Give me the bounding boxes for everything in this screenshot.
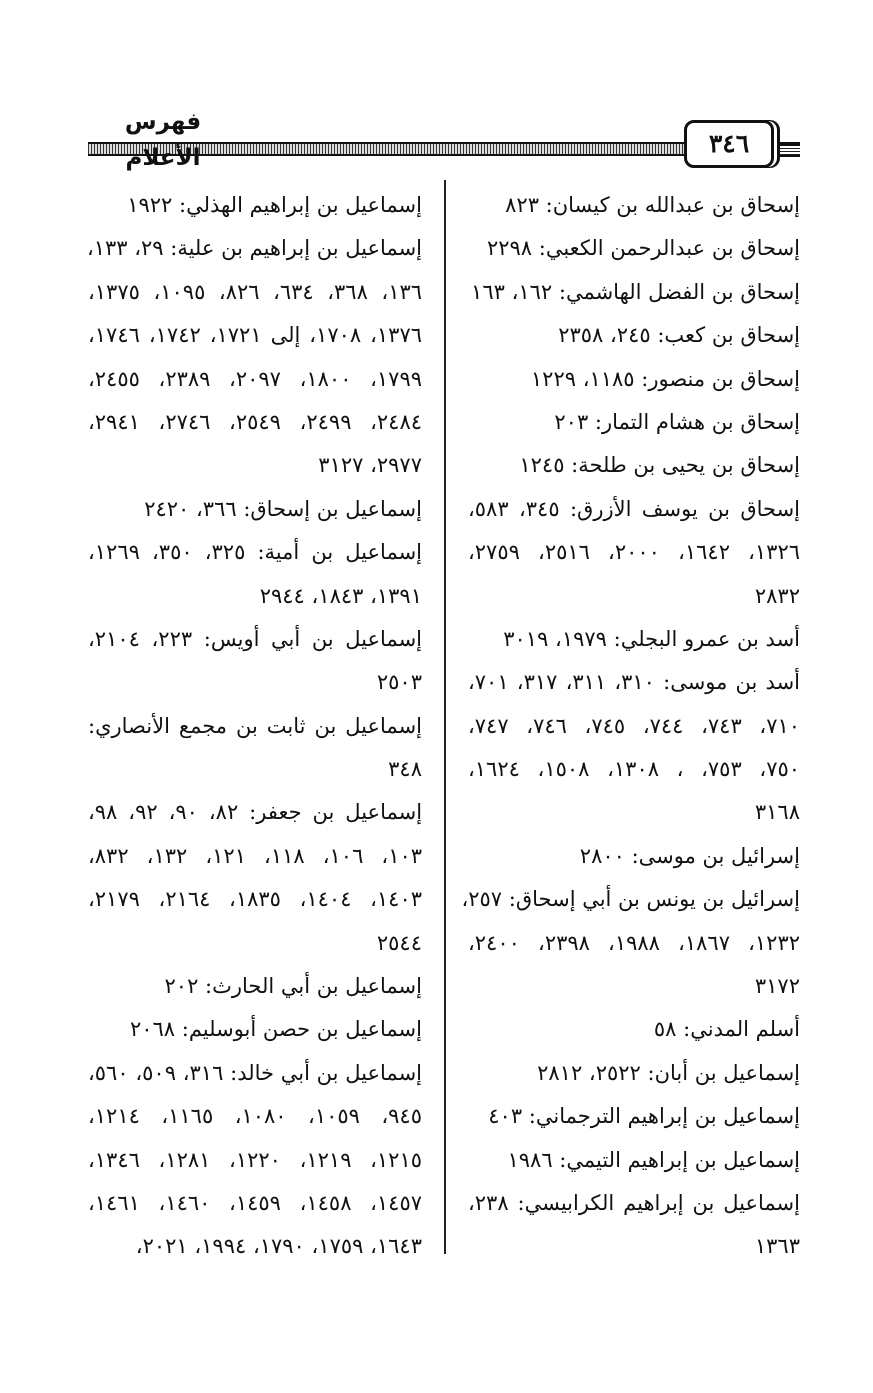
entry-heading-line: إسحاق بن عبدالله بن كيسان: ٨٢٣: [505, 193, 800, 217]
entry-continuation-line: ١٣٢٦، ١٦٤٢، ٢٠٠٠، ٢٥١٦، ٢٧٥٩،: [468, 540, 801, 565]
entry-heading-line: إسحاق بن منصور: ١١٨٥، ١٢٢٩: [530, 366, 800, 391]
entry-continuation-line: ٧٥٠، ٧٥٣، ، ١٣٠٨، ١٥٠٨، ١٦٢٤،: [468, 757, 801, 782]
page-header: [88, 104, 800, 171]
index-entry: [88, 618, 422, 705]
index-entry: [88, 531, 422, 618]
entry-continuation-line: ١٢٣٢، ١٨٦٧، ١٩٨٨، ٢٣٩٨، ٢٤٠٠،: [468, 930, 801, 955]
index-entry: [468, 835, 800, 878]
index-entry: [468, 661, 800, 835]
entry-heading-line: إسرائيل بن يونس بن أبي إسحاق: ٢٥٧،: [461, 887, 800, 912]
index-entry: [468, 358, 800, 401]
entry-continuation-line: ٢٨٣٢: [754, 583, 800, 608]
entry-heading-line: إسحاق بن عبدالرحمن الكعبي: ٢٢٩٨: [486, 236, 800, 261]
index-entry: [468, 271, 800, 314]
entry-heading-line: إسماعيل بن إبراهيم الترجماني: ٤٠٣: [488, 1104, 800, 1129]
index-entry: [468, 184, 800, 227]
entry-heading-line: إسماعيل بن أبي خالد: ٣١٦، ٥٠٩، ٥٦٠،: [88, 1060, 422, 1085]
entry-continuation-line: ٣٤٨: [388, 757, 422, 782]
entry-heading-line: إسماعيل بن أمية: ٣٢٥، ٣٥٠، ١٢٦٩،: [88, 540, 423, 565]
entry-heading-line: أسد بن موسى: ٣١٠، ٣١١، ٣١٧، ٧٠١،: [468, 670, 800, 695]
entry-heading-line: إسماعيل بن أبي الحارث: ٢٠٢: [164, 974, 422, 999]
entry-heading-line: إسماعيل بن إبراهيم الكرابيسي: ٢٣٨،: [468, 1190, 800, 1215]
index-entry: [468, 314, 800, 357]
entry-continuation-line: ٩٤٥، ١٠٥٩، ١٠٨٠، ١١٦٥، ١٢١٤،: [88, 1104, 422, 1129]
index-entry: [88, 227, 422, 487]
entry-continuation-line: ١٦٤٣، ١٧٥٩، ١٧٩٠، ١٩٩٤، ٢٠٢١،: [135, 1234, 422, 1259]
entry-heading-line: إسحاق بن كعب: ٢٤٥، ٢٣٥٨: [558, 323, 800, 348]
index-entry: [468, 1008, 800, 1051]
index-entry: [468, 1052, 800, 1095]
entry-continuation-line: ١٣٩١، ١٨٤٣، ٢٩٤٤: [259, 583, 422, 608]
index-entry: [468, 401, 800, 444]
entry-heading-line: إسماعيل بن إبراهيم بن علية: ٢٩، ١٣٣،: [86, 236, 422, 261]
index-entry: [468, 1182, 800, 1269]
entry-continuation-line: ١٣٦٣: [754, 1234, 800, 1259]
entry-heading-line: أسد بن عمرو البجلي: ١٩٧٩، ٣٠١٩: [503, 626, 800, 651]
entry-heading-line: إسماعيل بن أبي أويس: ٢٢٣، ٢١٠٤،: [88, 626, 423, 651]
entry-continuation-line: ٧١٠، ٧٤٣، ٧٤٤، ٧٤٥، ٧٤٦، ٧٤٧،: [468, 713, 801, 738]
index-entry: [461, 878, 801, 1008]
entry-heading-line: إسماعيل بن إبراهيم التيمي: ١٩٨٦: [507, 1147, 800, 1172]
index-entry: [88, 184, 422, 227]
entry-continuation-line: ٢٩٧٧، ٣١٢٧: [318, 453, 422, 478]
index-entry: [468, 444, 800, 487]
index-entry: [88, 1052, 422, 1269]
entry-heading-line: إسماعيل بن إبراهيم الهذلي: ١٩٢٢: [127, 193, 422, 217]
entry-continuation-line: ٣١٧٢: [754, 974, 800, 999]
index-entry: [88, 965, 422, 1008]
entry-continuation-line: ١٣٦، ٣٦٨، ٦٣٤، ٨٢٦، ١٠٩٥، ١٣٧٥،: [88, 279, 423, 304]
entry-continuation-line: ٢٥٠٣: [376, 670, 422, 695]
index-entry: [88, 791, 422, 965]
entry-continuation-line: ٢٤٨٤، ٢٤٩٩، ٢٥٤٩، ٢٧٤٦، ٢٩٤١،: [88, 409, 423, 434]
entry-heading-line: إسرائيل بن موسى: ٢٨٠٠: [579, 843, 800, 868]
index-entry: [88, 705, 422, 792]
entry-continuation-line: ١٠٣، ١٠٦، ١١٨، ١٢١، ١٣٢، ٨٣٢،: [88, 843, 423, 868]
entry-heading-line: إسحاق بن يوسف الأزرق: ٣٤٥، ٥٨٣،: [468, 496, 801, 521]
index-entry: [88, 488, 422, 531]
index-entry: [468, 227, 800, 270]
entry-heading-line: إسماعيل بن ثابت بن مجمع الأنصاري:: [88, 713, 422, 738]
entry-heading-line: إسماعيل بن إسحاق: ٣٦٦، ٢٤٢٠: [144, 496, 422, 521]
index-column-right: [461, 184, 801, 1269]
entry-continuation-line: ٢٥٤٤: [376, 930, 422, 955]
index-column-left: [88, 184, 422, 1269]
column-divider: [444, 180, 446, 1254]
index-entry: [468, 618, 800, 661]
entry-heading-line: إسماعيل بن أبان: ٢٥٢٢، ٢٨١٢: [537, 1060, 800, 1085]
entry-continuation-line: ١٣٧٦، ١٧٠٨، إلى ١٧٢١، ١٧٤٢، ١٧٤٦،: [88, 323, 423, 348]
running-title: فهرس الأعلام: [124, 109, 202, 171]
entry-heading-line: إسحاق بن هشام التمار: ٢٠٣: [554, 409, 800, 434]
index-entry: [88, 1008, 422, 1051]
entry-continuation-line: ١٧٩٩، ١٨٠٠، ٢٠٩٧، ٢٣٨٩، ٢٤٥٥،: [88, 366, 423, 391]
index-entry: [468, 1139, 800, 1182]
index-entry: [468, 1095, 800, 1138]
entry-continuation-line: ١٤٠٣، ١٤٠٤، ١٨٣٥، ٢١٦٤، ٢١٧٩،: [88, 887, 423, 912]
entry-continuation-line: ١٤٥٧، ١٤٥٨، ١٤٥٩، ١٤٦٠، ١٤٦١،: [88, 1190, 423, 1215]
entry-heading-line: إسماعيل بن جعفر: ٨٢، ٩٠، ٩٢، ٩٨،: [88, 800, 423, 825]
entry-heading-line: إسماعيل بن حصن أبوسليم: ٢٠٦٨: [129, 1017, 422, 1042]
entry-heading-line: أسلم المدني: ٥٨: [653, 1017, 800, 1042]
entry-continuation-line: ٣١٦٨: [754, 800, 800, 825]
page-number: ٣٤٦: [684, 120, 774, 168]
index-entry: [468, 488, 800, 618]
entry-heading-line: إسحاق بن الفضل الهاشمي: ١٦٢، ١٦٣: [471, 279, 800, 304]
entry-continuation-line: ١٢١٥، ١٢١٩، ١٢٢٠، ١٢٨١، ١٣٤٦،: [88, 1147, 423, 1172]
entry-heading-line: إسحاق بن يحيى بن طلحة: ١٢٤٥: [519, 453, 800, 478]
